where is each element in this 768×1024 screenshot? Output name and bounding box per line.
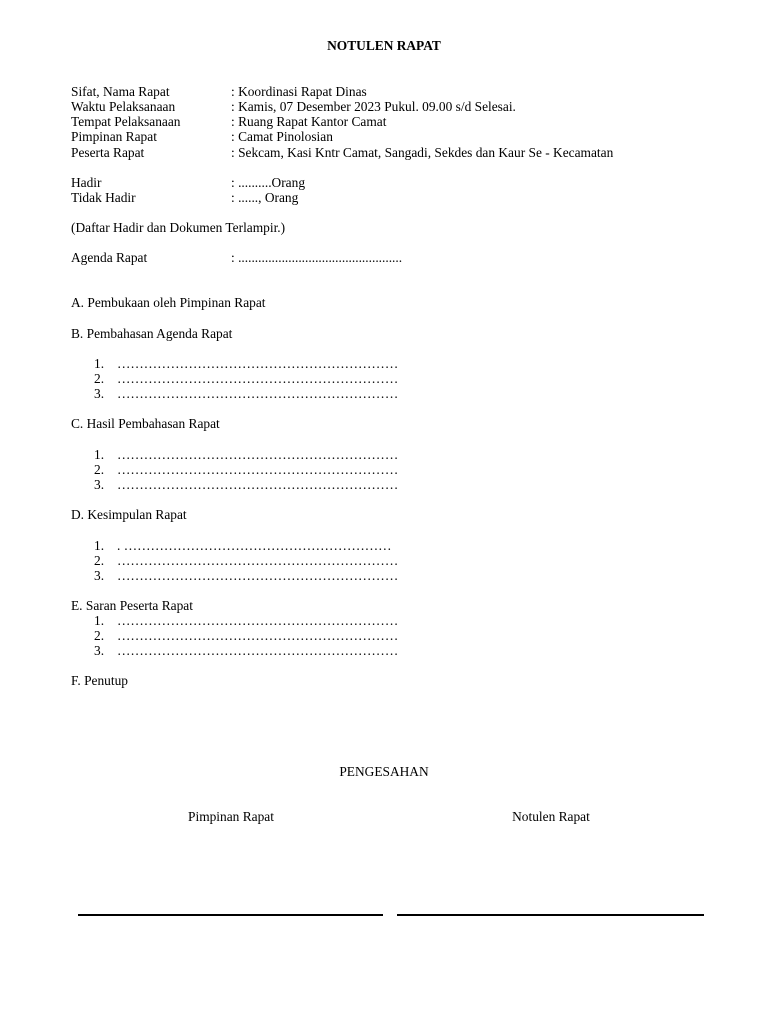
section-b-heading: B. Pembahasan Agenda Rapat xyxy=(71,326,233,341)
agenda-label: Agenda Rapat xyxy=(71,250,148,265)
list-number: 2. xyxy=(94,371,105,386)
info-label-sifat: Sifat, Nama Rapat xyxy=(71,84,170,99)
list-number: 3. xyxy=(94,386,105,401)
info-value-tempat: : Ruang Rapat Kantor Camat xyxy=(231,114,387,129)
section-d-heading: D. Kesimpulan Rapat xyxy=(71,507,187,522)
list-number: 1. xyxy=(94,447,105,462)
list-number: 3. xyxy=(94,568,105,583)
section-f-heading: F. Penutup xyxy=(71,673,128,688)
list-dots: ……………………………………………………… xyxy=(117,613,399,628)
list-number: 1. xyxy=(94,538,105,553)
info-value-peserta: : Sekcam, Kasi Kntr Camat, Sangadi, Sekdes dan Kaur Se - Kecamatan xyxy=(231,145,614,160)
list-dots: ……………………………………………………… xyxy=(117,371,399,386)
attendance-label-hadir: Hadir xyxy=(71,175,102,190)
list-number: 1. xyxy=(94,613,105,628)
info-value-waktu: : Kamis, 07 Desember 2023 Pukul. 09.00 s/d Selesai. xyxy=(231,99,516,114)
agenda-value: : ................................................. xyxy=(231,250,403,265)
approval-title: PENGESAHAN xyxy=(339,764,429,779)
attendance-value-tidak-hadir: : ......, Orang xyxy=(231,190,299,205)
list-dots: ……………………………………………………… xyxy=(117,462,399,477)
list-dots: ……………………………………………………… xyxy=(117,628,399,643)
list-dots: . …………………………………………………… xyxy=(117,538,392,553)
list-number: 2. xyxy=(94,462,105,477)
list-dots: ……………………………………………………… xyxy=(117,386,399,401)
info-label-pimpinan: Pimpinan Rapat xyxy=(71,129,157,144)
attendance-label-tidak-hadir: Tidak Hadir xyxy=(71,190,136,205)
section-c-heading: C. Hasil Pembahasan Rapat xyxy=(71,416,220,431)
info-label-peserta: Peserta Rapat xyxy=(71,145,145,160)
list-dots: ……………………………………………………… xyxy=(117,643,399,658)
list-number: 1. xyxy=(94,356,105,371)
info-label-waktu: Waktu Pelaksanaan xyxy=(71,99,176,114)
list-number: 2. xyxy=(94,628,105,643)
signature-line-right xyxy=(397,914,704,916)
info-value-pimpinan: : Camat Pinolosian xyxy=(231,129,333,144)
list-number: 3. xyxy=(94,477,105,492)
section-e-heading: E. Saran Peserta Rapat xyxy=(71,598,193,613)
section-a-heading: A. Pembukaan oleh Pimpinan Rapat xyxy=(71,295,266,310)
list-dots: ……………………………………………………… xyxy=(117,356,399,371)
signature-line-left xyxy=(78,914,383,916)
list-dots: ……………………………………………………… xyxy=(117,447,399,462)
attachment-note: (Daftar Hadir dan Dokumen Terlampir.) xyxy=(71,220,286,235)
signatory-left-label: Pimpinan Rapat xyxy=(188,809,274,824)
list-dots: ……………………………………………………… xyxy=(117,553,399,568)
document-title: NOTULEN RAPAT xyxy=(327,38,441,53)
list-dots: ……………………………………………………… xyxy=(117,477,399,492)
list-dots: ……………………………………………………… xyxy=(117,568,399,583)
attendance-value-hadir: : ..........Orang xyxy=(231,175,306,190)
info-label-tempat: Tempat Pelaksanaan xyxy=(71,114,181,129)
list-number: 2. xyxy=(94,553,105,568)
info-value-sifat: : Koordinasi Rapat Dinas xyxy=(231,84,367,99)
signatory-right-label: Notulen Rapat xyxy=(512,809,590,824)
list-number: 3. xyxy=(94,643,105,658)
